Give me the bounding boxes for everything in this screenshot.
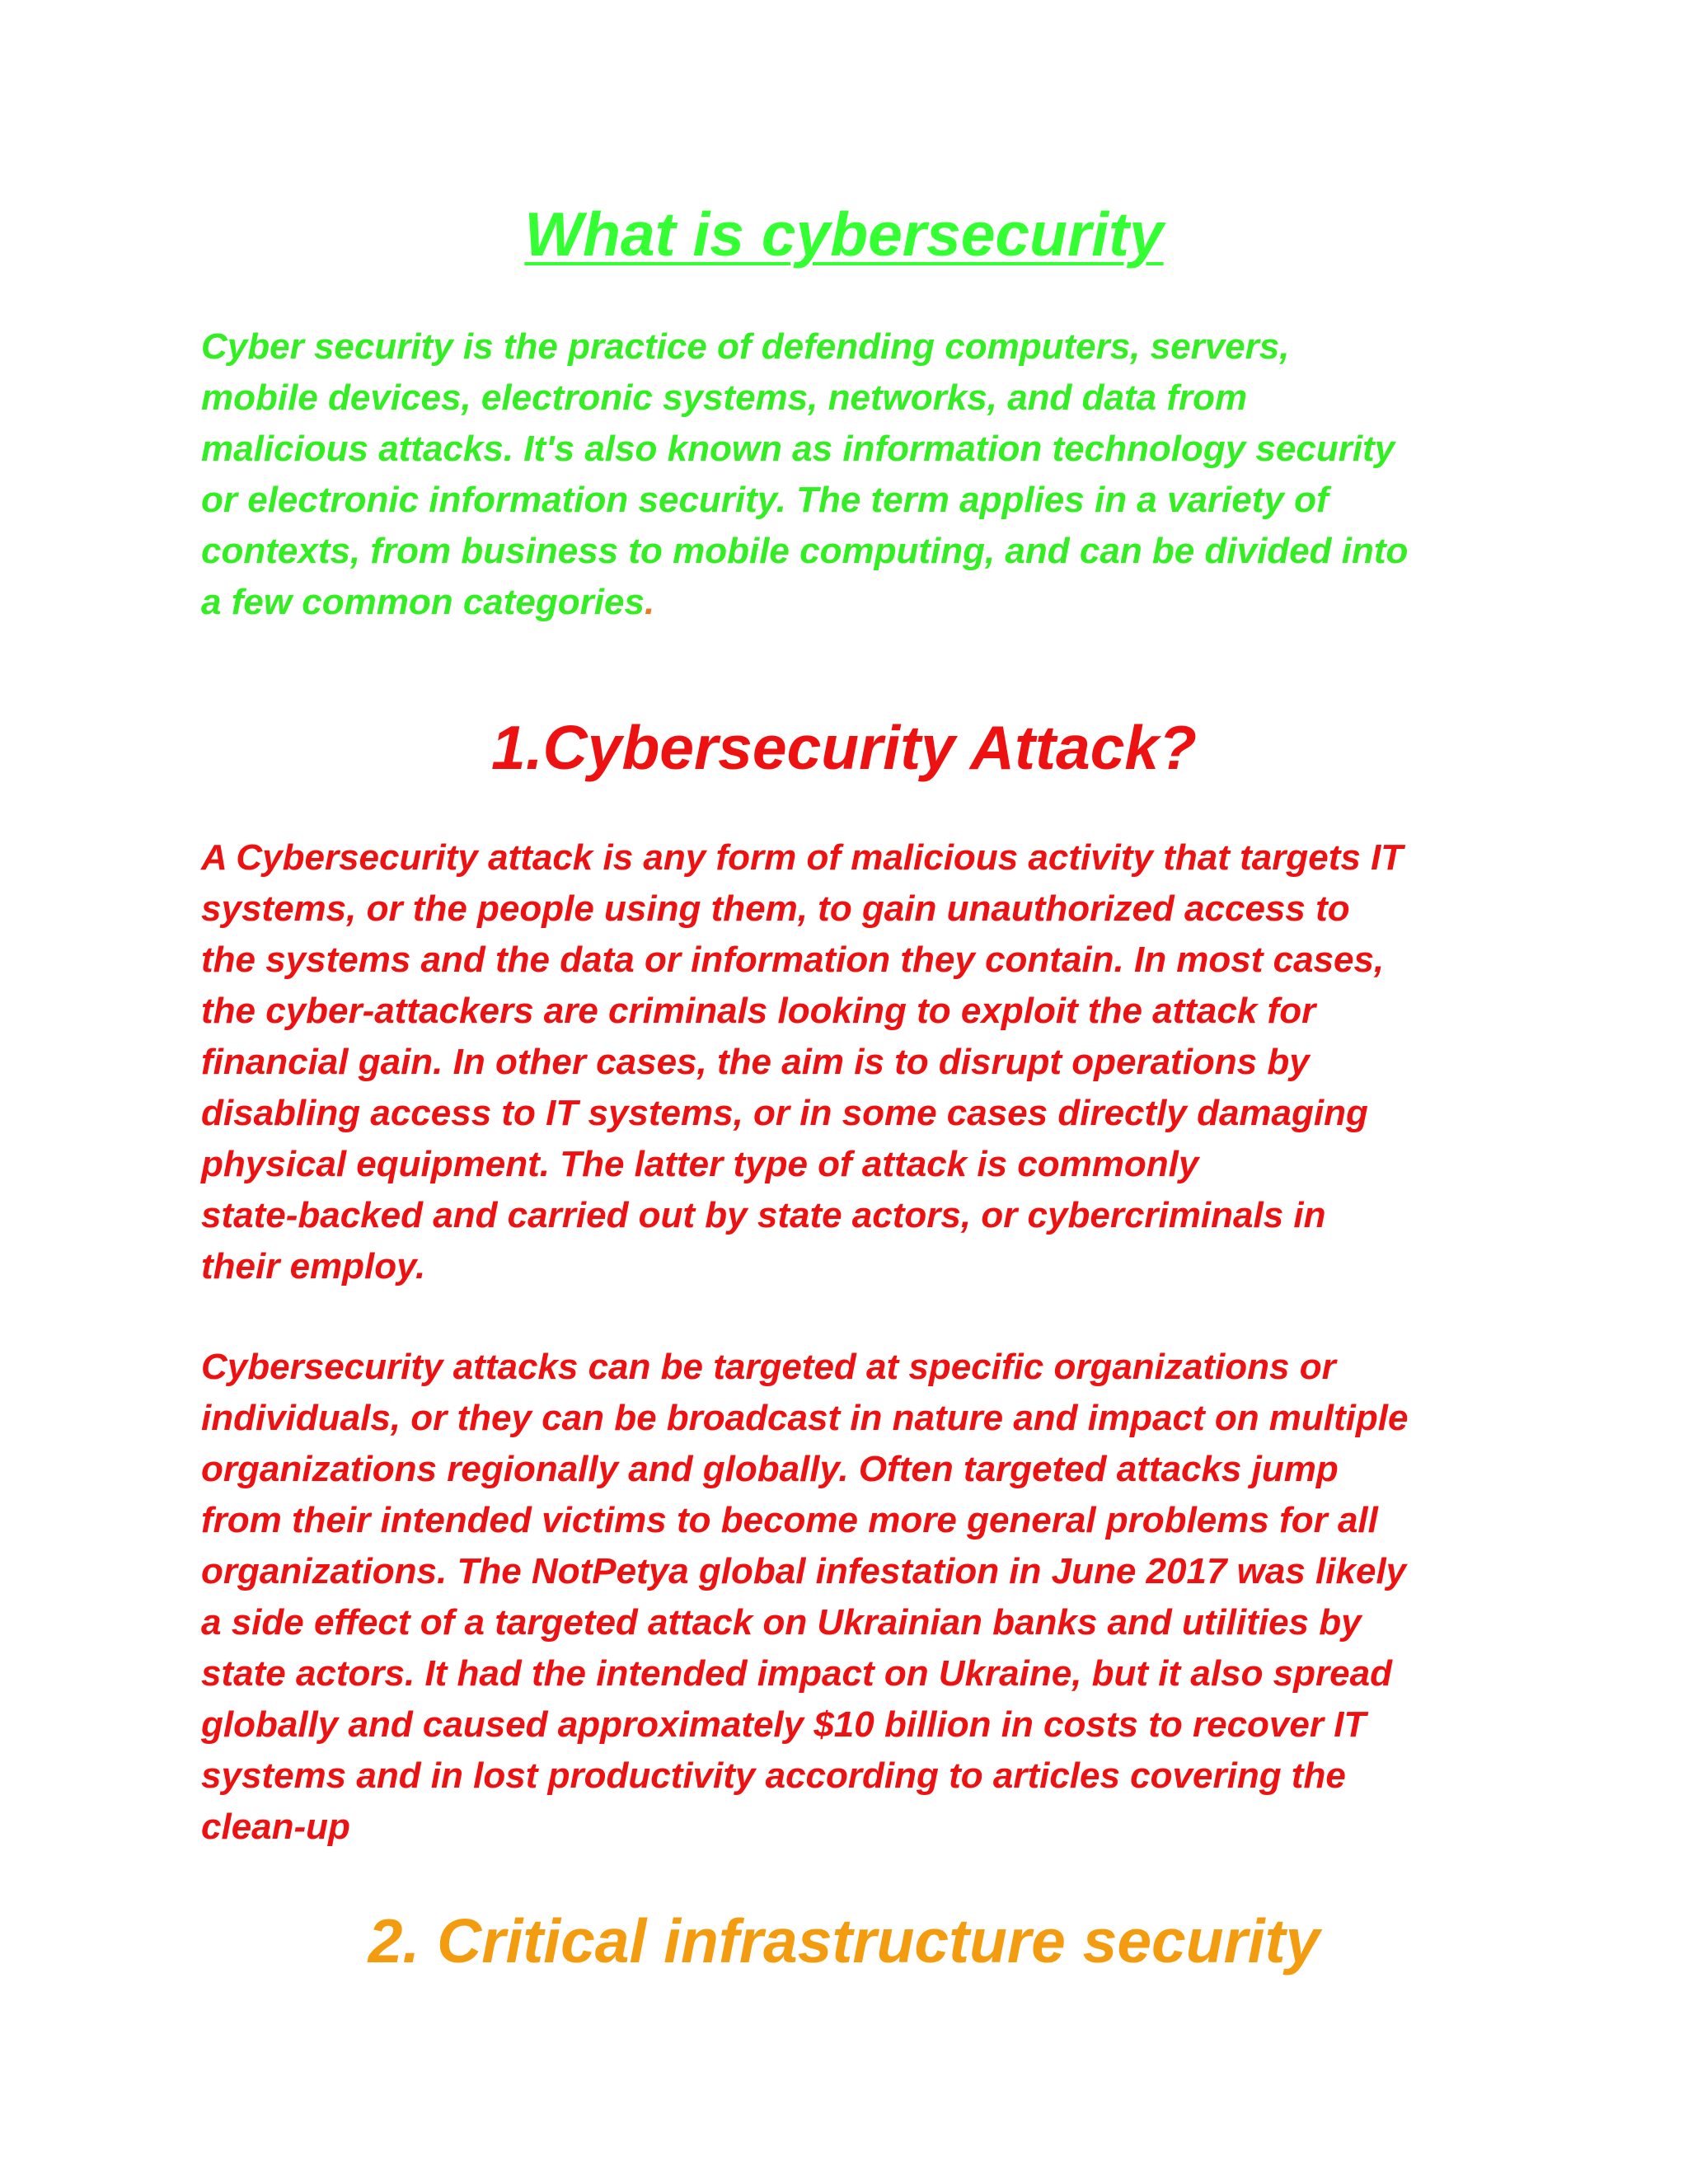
attack-p1-line: their employ. (201, 1246, 426, 1286)
attack-p2-line: a side effect of a targeted attack on Ukrainian banks and utilities by (201, 1602, 1362, 1643)
intro-line: malicious attacks. It's also known as information technology security (201, 429, 1395, 469)
attack-p2-line: Cybersecurity attacks can be targeted at specific organizations or (201, 1347, 1336, 1387)
intro-line-last (201, 577, 1503, 628)
attack-p1-line: disabling access to IT systems, or in some cases directly damaging (201, 1093, 1368, 1133)
attack-p2-line: organizations. The NotPetya global infestation in June 2017 was likely (201, 1551, 1407, 1591)
attack-p2-line: globally and caused approximately $10 billion in costs to recover IT (201, 1704, 1367, 1745)
attack-paragraph-2 (201, 1342, 1503, 1853)
attack-paragraph-1 (201, 832, 1503, 1292)
attack-p2-line: organizations regionally and globally. Often targeted attacks jump (201, 1449, 1339, 1489)
attack-p2-line: from their intended victims to become more general problems for all (201, 1500, 1378, 1540)
intro-period: . (644, 582, 655, 622)
attack-p2-line: systems and in lost productivity according to articles covering the (201, 1755, 1346, 1796)
intro-line: contexts, from business to mobile computing, and can be divided into (201, 531, 1409, 571)
intro-line: or electronic information security. The term applies in a variety of (201, 480, 1329, 520)
intro-line: Cyber security is the practice of defending computers, servers, (201, 326, 1290, 367)
attack-p1-line: A Cybersecurity attack is any form of malicious activity that targets IT (201, 837, 1404, 878)
attack-p1-line: the systems and the data or information they contain. In most cases, (201, 940, 1385, 980)
attack-p1-line: financial gain. In other cases, the aim is to disrupt operations by (201, 1042, 1310, 1082)
attack-p2-line: clean-up (201, 1807, 350, 1847)
attack-p1-line: physical equipment. The latter type of attack is commonly (201, 1144, 1199, 1184)
page-title: What is cybersecurity (524, 199, 1164, 269)
attack-p1-line: state-backed and carried out by state actors, or cybercriminals in (201, 1195, 1326, 1235)
intro-paragraph (201, 321, 1503, 628)
attack-p2-line: state actors. It had the intended impact on Ukraine, but it also spread (201, 1653, 1392, 1694)
attack-p1-line: systems, or the people using them, to gain unauthorized access to (201, 888, 1350, 929)
intro-line: mobile devices, electronic systems, networks, and data from (201, 377, 1248, 418)
section-heading-infrastructure: 2. Critical infrastructure security (368, 1906, 1320, 1975)
attack-p2-line: individuals, or they can be broadcast in nature and impact on multiple (201, 1398, 1409, 1438)
intro-line-text: a few common categories (201, 582, 645, 622)
section-heading-attack: 1.Cybersecurity Attack? (491, 713, 1197, 782)
attack-p1-line: the cyber-attackers are criminals looking to exploit the attack for (201, 991, 1316, 1031)
